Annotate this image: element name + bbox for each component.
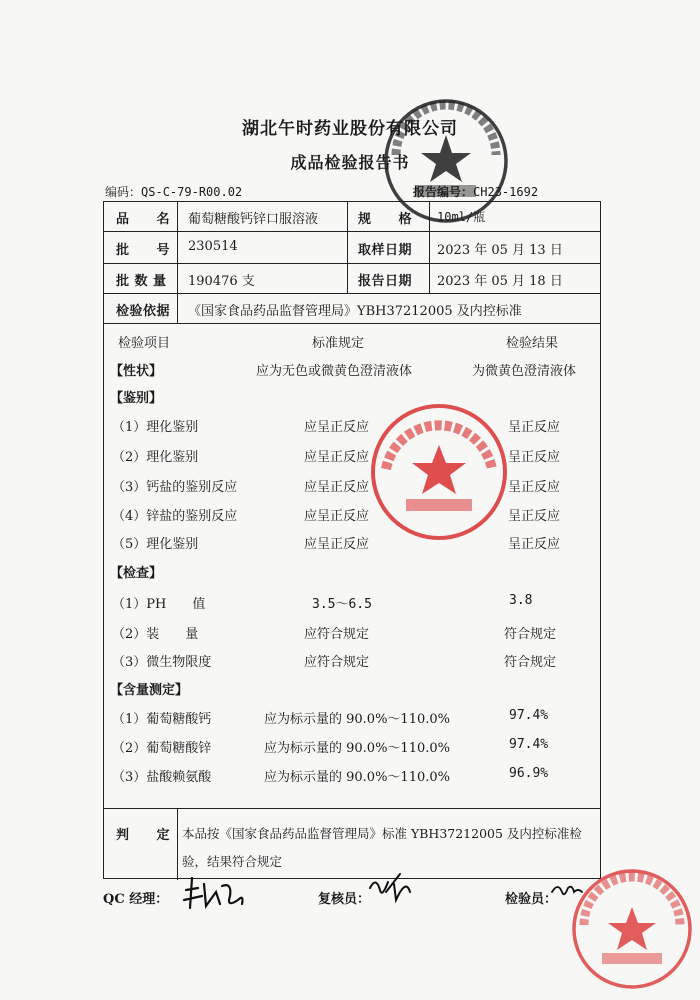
id5-result: 呈正反应	[508, 537, 561, 552]
quantity-value: 190476 支	[188, 274, 255, 289]
quantity-label: 批 数 量	[116, 274, 167, 289]
report-title: 成品检验报告书	[290, 153, 410, 172]
section-inspection: 【检查】	[110, 566, 163, 581]
table-divider	[104, 323, 600, 324]
conclusion-label: 判 定	[116, 828, 171, 843]
ch1-result: 3.8	[509, 593, 533, 608]
product-label: 品 名	[116, 212, 171, 227]
column-header-item: 检验项目	[118, 336, 171, 351]
ch3-item: （3）微生物限度	[112, 655, 212, 670]
section-appearance: 【性状】	[110, 364, 163, 379]
as1-result: 97.4%	[509, 708, 549, 723]
id4-item: （4）锌盐的鉴别反应	[112, 509, 238, 524]
company-name: 湖北午时药业股份有限公司	[242, 119, 458, 139]
table-divider	[104, 263, 600, 264]
id1-standard: 应呈正反应	[304, 420, 370, 435]
report-number-value: CH23-1692	[473, 185, 539, 199]
as1-standard: 应为标示量的 90.0%～110.0%	[264, 712, 450, 727]
as1-item: （1）葡萄糖酸钙	[112, 712, 212, 727]
as2-result: 97.4%	[509, 737, 549, 752]
product-value: 葡萄糖酸钙锌口服溶液	[188, 212, 319, 227]
appearance-result: 为微黄色澄清液体	[472, 364, 577, 379]
report-date-label: 报告日期	[358, 274, 413, 289]
ch3-standard: 应符合规定	[304, 655, 370, 670]
id2-standard: 应呈正反应	[304, 450, 370, 465]
conclusion-line-1: 本品按《国家食品药品监督管理局》标准 YBH37212005 及内控标准检	[182, 826, 582, 841]
distributor-seal	[568, 865, 696, 993]
column-header-result: 检验结果	[506, 336, 559, 351]
sample-date-value: 2023 年 05 月 13 日	[437, 243, 563, 258]
column-header-standard: 标准规定	[312, 336, 365, 351]
ch2-item: （2）装 量	[112, 627, 199, 642]
id3-standard: 应呈正反应	[304, 480, 370, 495]
conclusion-line-2: 验，结果符合规定	[182, 854, 283, 869]
basis-label: 检验依据	[116, 304, 171, 319]
id4-result: 呈正反应	[508, 509, 561, 524]
appearance-standard: 应为无色或微黄色澄清液体	[256, 364, 413, 379]
document-code	[105, 183, 242, 200]
sample-date-label: 取样日期	[358, 243, 413, 258]
table-divider	[104, 231, 600, 232]
batch-value: 230514	[188, 239, 238, 254]
id3-result: 呈正反应	[508, 480, 561, 495]
quality-seal	[366, 399, 512, 545]
ch2-standard: 应符合规定	[304, 627, 370, 642]
batch-label: 批 号	[116, 243, 171, 258]
report-table	[103, 201, 601, 879]
spec-label: 规 格	[358, 212, 413, 227]
inspector-label: 检验员：	[505, 892, 558, 907]
ch1-item: （1）PH 值	[112, 597, 206, 612]
code-label: 编码：	[105, 185, 142, 199]
report-number-label: 报告编号：	[413, 185, 474, 199]
inspection-seal	[380, 95, 512, 227]
id4-standard: 应呈正反应	[304, 509, 370, 524]
code-value: QS-C-79-R00.02	[141, 185, 243, 199]
as2-item: （2）葡萄糖酸锌	[112, 741, 212, 756]
as3-result: 96.9%	[509, 766, 549, 781]
basis-value: 《国家食品药品监督管理局》YBH37212005 及内控标准	[188, 304, 522, 319]
qc-manager-label: QC 经理：	[103, 892, 169, 907]
qc-manager-signature	[176, 870, 256, 920]
report-date-value: 2023 年 05 月 18 日	[437, 274, 563, 289]
ch1-standard: 3.5～6.5	[312, 597, 372, 612]
id2-result: 呈正反应	[508, 450, 561, 465]
ch2-result: 符合规定	[504, 627, 557, 642]
as2-standard: 应为标示量的 90.0%～110.0%	[264, 741, 450, 756]
section-identification: 【鉴别】	[110, 391, 163, 406]
table-divider	[104, 293, 600, 294]
table-divider	[177, 202, 178, 323]
id1-result: 呈正反应	[508, 420, 561, 435]
as3-standard: 应为标示量的 90.0%～110.0%	[264, 770, 450, 785]
table-divider	[347, 202, 348, 293]
id3-item: （3）钙盐的鉴别反应	[112, 480, 238, 495]
ch3-result: 符合规定	[504, 655, 557, 670]
id5-item: （5）理化鉴别	[112, 537, 199, 552]
table-divider	[104, 808, 600, 809]
reviewer-label: 复核员：	[318, 892, 371, 907]
reviewer-signature	[366, 868, 426, 908]
id2-item: （2）理化鉴别	[112, 450, 199, 465]
section-assay: 【含量测定】	[110, 683, 189, 698]
as3-item: （3）盐酸赖氨酸	[112, 770, 212, 785]
id1-item: （1）理化鉴别	[112, 420, 199, 435]
spec-value: 10ml/瓶	[437, 210, 486, 224]
id5-standard: 应呈正反应	[304, 537, 370, 552]
